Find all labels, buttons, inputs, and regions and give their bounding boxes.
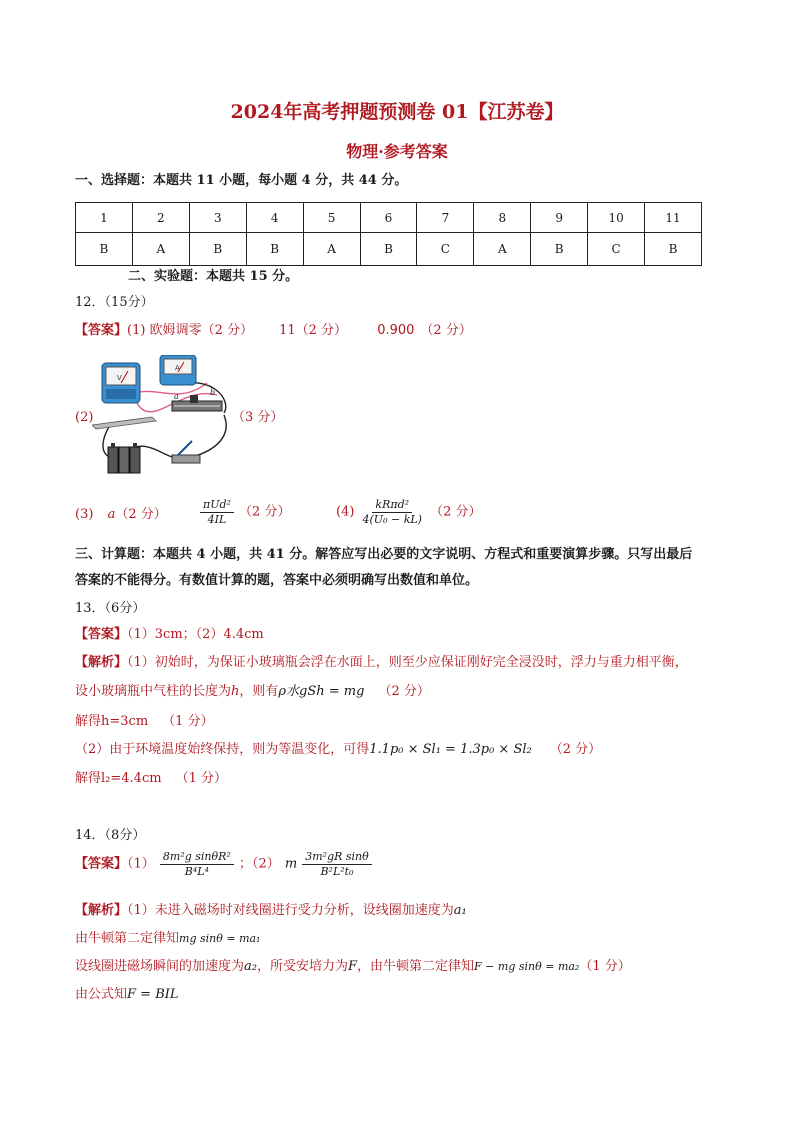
q13-result1-points: （1 分） [162, 714, 214, 729]
ammeter-label: A [175, 364, 180, 372]
q14-var-a2: a₂ [244, 959, 257, 974]
q13-analysis-line5 [75, 770, 227, 788]
q14-analysis-line2 [75, 930, 260, 948]
q14-analysis-text3b: ，所受安培力为 [256, 959, 348, 974]
q13-label: 13．（6分） [75, 601, 146, 616]
answer-tag: 【答案】 [75, 627, 128, 642]
table-cell: 8 [474, 203, 531, 233]
fraction-numerator: 3m²gR sinθ [302, 850, 372, 865]
q14-equation2-points: （1 分） [579, 959, 631, 974]
q12-part4-label: (4) [336, 504, 355, 520]
voltmeter-label: V [117, 374, 122, 382]
q14-analysis-text2: 由牛顿第二定律知 [75, 931, 180, 946]
q12-part1c: 0.900 [377, 323, 415, 338]
q13-analysis-text5: 解得 [75, 771, 102, 786]
fraction-denominator: 4IL [207, 513, 227, 526]
battery-icon [108, 443, 140, 473]
q13-analysis-text2b: ，则有 [239, 684, 279, 699]
q13-analysis-text3: 解得 [75, 714, 102, 729]
q14-analysis-line3 [75, 958, 631, 976]
table-cell: 2 [132, 203, 189, 233]
q13-analysis-line2 [75, 683, 430, 701]
table-cell: C [417, 233, 474, 266]
answer-table [75, 202, 702, 266]
table-cell: B [189, 233, 246, 266]
q12-part3-a-points: （2 分） [115, 507, 167, 522]
section3-heading-line2: 答案的不能得分。有数值计算的题，答案中必须明确写出数值和单位。 [75, 573, 479, 588]
q12-part2-points: （3 分） [232, 410, 284, 425]
answer-table-numbers-row [76, 203, 702, 233]
q13-result2-points: （1 分） [175, 771, 227, 786]
fraction-numerator: πUd² [200, 498, 234, 513]
answer-table-answers-row [76, 233, 702, 266]
answer-tag: 【答案】 [75, 323, 128, 338]
q14-analysis-text3c: ，由牛顿第二定律知 [357, 959, 475, 974]
q14-equation2: F − mg sinθ = ma₂ [474, 960, 580, 973]
fraction [160, 850, 234, 879]
ammeter-icon [160, 355, 196, 385]
q12-part2-label: (2) [75, 410, 94, 425]
fraction-denominator: B²L²t₀ [320, 865, 354, 878]
fraction [302, 850, 372, 879]
q13-equation2: 1.1p₀ × Sl₁ = 1.3p₀ × Sl₂ [369, 742, 532, 757]
q14-analysis-text3: 设线圈进磁场瞬间的加速度为 [75, 959, 245, 974]
q14-answer-line [75, 850, 372, 879]
q13-result1: h=3cm [101, 714, 149, 729]
fig-label-a: a [174, 392, 179, 401]
q13-analysis-text4: （2）由于环境温度始终保持，则为等温变化，可得 [75, 742, 370, 757]
q12-part4-points: （2 分） [430, 504, 482, 520]
q12-part3-line [75, 506, 167, 524]
table-cell: A [303, 233, 360, 266]
q12-part3-formula [200, 498, 290, 527]
q14-separator: ；（2） [238, 856, 280, 872]
q12-answer-line [75, 322, 472, 340]
answer-tag: 【答案】 [75, 856, 128, 872]
q13-analysis-line3 [75, 713, 214, 731]
q12-part3-a: a [107, 507, 116, 522]
fraction-numerator: kRπd² [372, 498, 412, 513]
q14-equation1: mg sinθ = ma₁ [179, 932, 261, 945]
fraction [360, 498, 425, 527]
q13-analysis-text1: （1）初始时，为保证小玻璃瓶会浮在水面上，则至少应保证刚好完全浸没时，浮力与重力相平衡， [127, 655, 688, 670]
section2-heading: 二、实验题：本题共 15 分。 [128, 269, 299, 284]
fraction-denominator: 4(U₀ − kL) [362, 513, 422, 526]
q12-part4-formula [336, 498, 481, 527]
table-cell: B [531, 233, 588, 266]
table-cell: 5 [303, 203, 360, 233]
table-cell: C [588, 233, 645, 266]
q14-part1-label: （1） [127, 856, 155, 872]
table-cell: B [360, 233, 417, 266]
table-cell: 10 [588, 203, 645, 233]
q14-analysis-line1 [75, 902, 467, 920]
table-cell: B [645, 233, 702, 266]
analysis-tag: 【解析】 [75, 655, 128, 670]
fig-label-b: b [210, 388, 216, 397]
q12-label: 12．（15分） [75, 295, 154, 310]
table-cell: B [246, 233, 303, 266]
table-cell: 11 [645, 203, 702, 233]
page-subtitle: 物理·参考答案 [346, 142, 448, 161]
table-cell: 4 [246, 203, 303, 233]
q13-answer: （1）3cm；（2）4.4cm [127, 627, 264, 642]
q12-part1: (1) 欧姆调零（2 分） [127, 323, 253, 338]
q14-label: 14．（8分） [75, 828, 146, 843]
q13-answer-line [75, 626, 264, 644]
q13-analysis-line4 [75, 741, 601, 759]
q14-var-a1: a₁ [453, 903, 467, 918]
section3-heading-line1: 三、计算题：本题共 4 小题，共 41 分。解答应写出必要的文字说明、方程式和重要演算步骤。只写出最后 [75, 547, 693, 562]
q12-part3-formula-points: （2 分） [239, 504, 291, 520]
table-cell: 9 [531, 203, 588, 233]
table-cell: 1 [76, 203, 133, 233]
table-cell: 3 [189, 203, 246, 233]
rheostat-icon [172, 388, 222, 411]
q12-part3-label: (3) [75, 507, 94, 522]
q14-part2-prefix: m [284, 856, 298, 872]
q12-part1c-points: （2 分） [420, 323, 472, 338]
fraction [200, 498, 234, 527]
table-cell: B [76, 233, 133, 266]
fraction-numerator: 8m²g sinθR² [160, 850, 234, 865]
q13-result2: l₂=4.4cm [101, 771, 162, 786]
q14-analysis-text1: （1）未进入磁场时对线圈进行受力分析，设线圈加速度为 [127, 903, 454, 918]
q14-analysis-line4 [75, 986, 179, 1004]
q13-analysis-line1 [75, 654, 688, 672]
q14-analysis-text4: 由公式知 [75, 987, 128, 1002]
q13-equation1: ρ水gSh = mg [278, 684, 365, 699]
voltmeter-icon [102, 363, 140, 403]
q14-equation3: F = BIL [127, 987, 179, 1002]
table-cell: A [132, 233, 189, 266]
q13-var-h: h [231, 684, 240, 699]
table-cell: A [474, 233, 531, 266]
q14-var-F: F [348, 959, 358, 974]
circuit-diagram [92, 355, 237, 475]
q13-equation2-points: （2 分） [549, 742, 602, 757]
q12-part1b: 11（2 分） [279, 323, 348, 338]
table-cell: 7 [417, 203, 474, 233]
analysis-tag: 【解析】 [75, 903, 128, 918]
section1-heading: 一、选择题：本题共 11 小题，每小题 4 分，共 44 分。 [75, 173, 408, 188]
switch-icon [172, 441, 200, 463]
fraction-denominator: B⁴L⁴ [184, 865, 209, 878]
table-cell: 6 [360, 203, 417, 233]
q13-analysis-text2: 设小玻璃瓶中气柱的长度为 [75, 684, 232, 699]
page-title: 2024年高考押题预测卷 01【江苏卷】 [230, 101, 564, 123]
q13-equation1-points: （2 分） [378, 684, 430, 699]
